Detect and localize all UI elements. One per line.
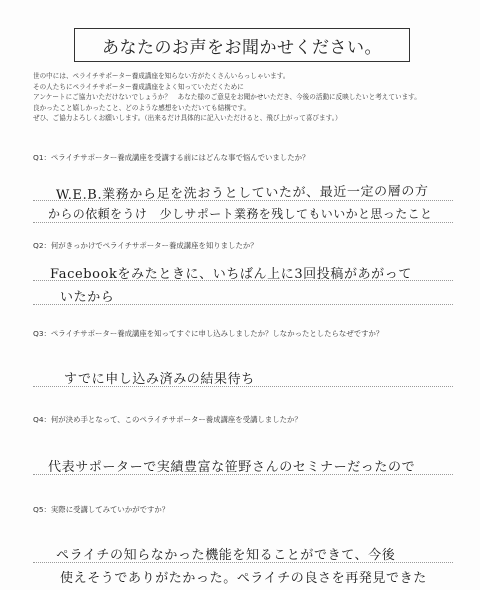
question-5-answer-line-1: ペライチの知らなかった機能を知ることができて、今後 <box>56 548 396 563</box>
intro-text <box>33 71 453 124</box>
intro-line: ぜひ、ご協力よろしくお願いします。（出来るだけ具体的に記入いただけると、飛び上がって喜びます。） <box>33 114 342 123</box>
question-4-label: Q4：何が決め手となって、このペライチサポーター養成講座を受講しましたか？ <box>33 415 302 424</box>
question-3-answer-line-1: すでに申し込み済みの結果待ち <box>64 372 255 387</box>
question-2-label: Q2：何がきっかけでペライチサポーター養成講座を知りましたか？ <box>33 241 258 250</box>
question-4-answer-line-1: 代表サポーターで実績豊富な笹野さんのセミナーだったので <box>48 460 416 475</box>
question-1-label: Q1：ペライチサポーター養成講座を受講する前にはどんな事で悩んでいましたか？ <box>33 153 310 162</box>
question-2-answer-line-2: いたから <box>60 290 115 305</box>
intro-line: その人たちにペライチサポーター養成講座をよく知っていただくために <box>33 82 244 91</box>
intro-line: アンケートにご協力いただけないでしょうか？ あなた様のご意見をお聞かせいただき、今後の活動に反映したいと考えています。 <box>33 93 421 102</box>
intro-line: 良かったこと嬉しかったこと、どのような感想をいただいても結構です。 <box>33 103 251 112</box>
question-2-answer-line-1: Facebookをみたときに、いちばん上に3回投稿があがって <box>50 267 412 282</box>
question-1-answer-line-2: からの依頼をうけ 少しサポート業務を残してもいいかと思ったこと <box>48 207 433 221</box>
question-5-answer-line-2: 使えそうでありがたかった。ペライチの良さを再発見できた <box>60 571 427 586</box>
question-3-label: Q3：ペライチサポーター養成講座を知ってすぐに申し込みしましたか？しなかったとしたらなぜですか？ <box>33 329 384 338</box>
intro-line: 世の中には、ペライチサポーター養成講座を知らない方がたくさんいらっしゃいます。 <box>33 72 290 80</box>
answer-rule <box>33 222 453 223</box>
page-title: あなたのお声をお聞かせください。 <box>74 28 410 62</box>
question-5-label: Q5：実際に受講してみていかがですか？ <box>33 505 170 514</box>
question-1-answer-line-1: W.E.B.業務から足を洗おうとしていたが、最近一定の層の方 <box>55 184 429 203</box>
